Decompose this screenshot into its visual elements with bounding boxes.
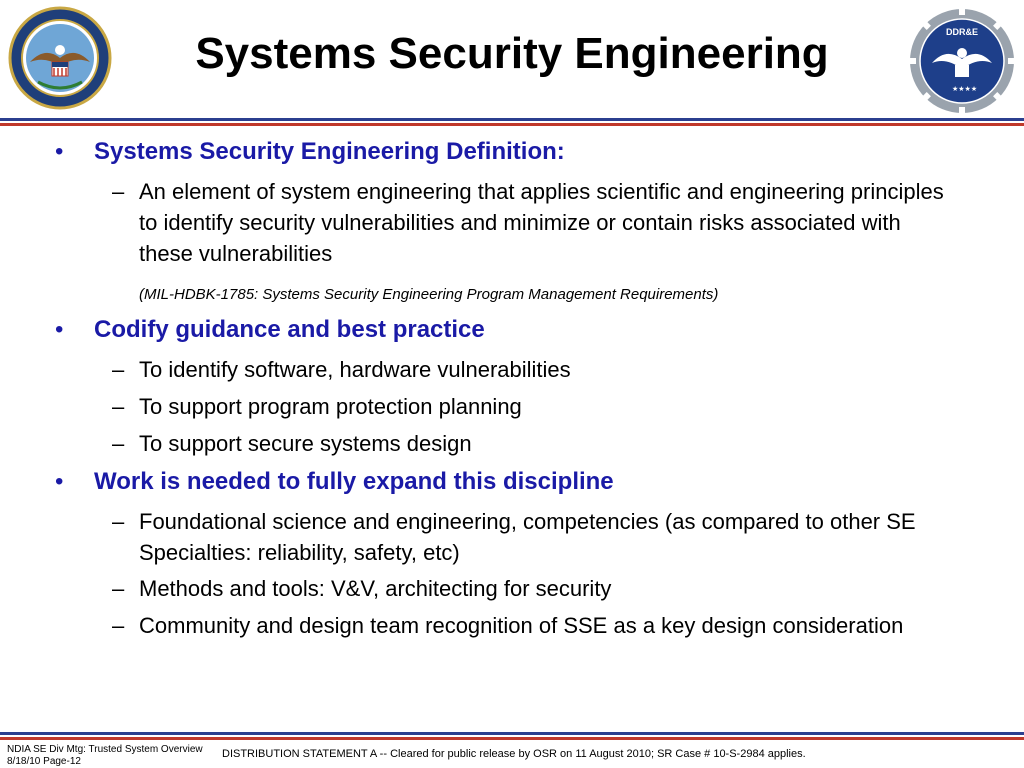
bullet-marker: •	[55, 316, 64, 343]
dash-marker: –	[112, 357, 125, 382]
sub-item-text: Foundational science and engineering, competencies (as compared to other SE Specialties: reliability, safety, etc)	[139, 509, 916, 565]
footer-rule	[0, 732, 1024, 740]
bullet-heading: Systems Security Engineering Definition:	[94, 138, 565, 165]
dash-marker: –	[112, 576, 125, 601]
footer-meeting: NDIA SE Div Mtg: Trusted System Overview	[7, 744, 203, 755]
header-rule	[0, 118, 1024, 126]
svg-text:★★★★: ★★★★	[952, 86, 978, 93]
sub-item-text: To support program protection planning	[139, 394, 522, 419]
dash-marker: –	[112, 613, 125, 638]
page-title: Systems Security Engineering	[195, 29, 829, 78]
ddre-seal-label: DDR&E	[945, 27, 979, 37]
footer-meta	[7, 744, 203, 768]
footer-page: 8/18/10 Page-12	[7, 756, 81, 767]
bullet-marker: •	[55, 138, 64, 165]
dash-marker: –	[112, 394, 125, 419]
bullet-heading: Codify guidance and best practice	[94, 316, 485, 343]
dash-marker: –	[112, 509, 125, 534]
ddre-seal-icon	[908, 7, 1016, 115]
distribution-statement: DISTRIBUTION STATEMENT A -- Cleared for public release by OSR on 11 August 2010; SR Case # 10-S-2984 applies.	[222, 748, 806, 760]
citation: (MIL-HDBK-1785: Systems Security Engineering Program Management Requirements)	[139, 286, 719, 303]
sub-item-text: An element of system engineering that applies scientific and engineering principles to identify security vulnerabilities and minimize or contain risks associated with these vulnerabilities	[139, 179, 944, 266]
bullet-heading: Work is needed to fully expand this discipline	[94, 468, 614, 495]
sub-item-text: Methods and tools: V&V, architecting for security	[139, 576, 612, 601]
dash-marker: –	[112, 179, 125, 204]
sub-item-text: To support secure systems design	[139, 431, 472, 456]
sub-item-text: To identify software, hardware vulnerabilities	[139, 357, 571, 382]
dash-marker: –	[112, 431, 125, 456]
bullet-marker: •	[55, 468, 64, 495]
sub-item-text: Community and design team recognition of SSE as a key design consideration	[139, 613, 904, 638]
